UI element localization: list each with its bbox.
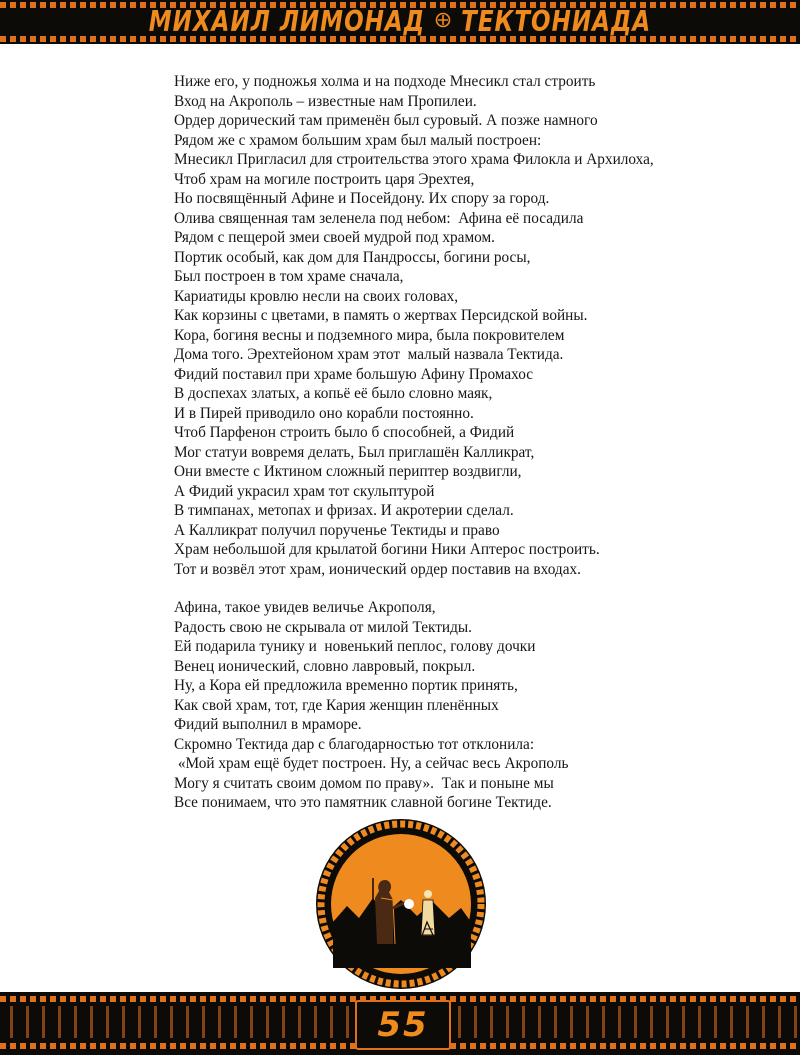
poem-line: Тот и возвёл этот храм, ионический ордер поставив на входах. <box>174 560 581 578</box>
poem-line: Рядом же с храмом большим храм был малый построен: <box>174 131 542 149</box>
greek-plate-icon <box>315 818 487 990</box>
poem-line: Афина, такое увидев величье Акрополя, <box>174 599 436 616</box>
poem-line: Ну, а Кора ей предложила временно портик принять, <box>174 677 518 694</box>
poem-line: В тимпанах, метопах и фризах. И акротерии сделал. <box>174 502 514 519</box>
poem-line: Кора, богиня весны и подземного мира, была покровителем <box>174 326 565 344</box>
poem-line: Радость свою не скрывала от милой Тектиды. <box>174 618 472 636</box>
poem-line: Вход на Акрополь – известные нам Пропилеи. <box>174 92 477 110</box>
poem-line: А Фидий украсил храм тот скульптурой <box>174 482 435 500</box>
author-name: МИХАИЛ ЛИМОНАД <box>148 5 426 39</box>
poem-line: Рядом с пещерой змеи своей мудрой под храмом. <box>174 229 496 246</box>
poem-line: Ей подарила тунику и новенький пеплос, голову дочки <box>174 638 536 655</box>
poem-line: Могу я считать своим домом по праву». Так и поныне мы <box>174 774 554 792</box>
poem-line: Как свой храм, тот, где Кария женщин пленённых <box>174 696 499 714</box>
poem-line: Скромно Тектида дар с благодарностью тот отклонила: <box>174 735 535 753</box>
poem-line: Фидий выполнил в мраморе. <box>174 716 362 733</box>
poem-line: В доспехах златых, а копьё её было словно маяк, <box>174 385 493 402</box>
page-number-box <box>355 1000 451 1050</box>
poem-line: Они вместе с Иктином сложный периптер воздвигли, <box>174 463 522 480</box>
poem-line: Храм небольшой для крылатой богини Ники Аптерос построить. <box>174 541 600 558</box>
ornament-circle-icon <box>435 12 451 33</box>
poem-line: Кариатиды кровлю несли на своих головах, <box>174 287 459 305</box>
poem-line: Мнесикл Пригласил для строительства этого храма Филокла и Архилоха, <box>174 151 654 168</box>
header-title <box>0 7 800 37</box>
poem-line: Портик особый, как дом для Пандроссы, богини росы, <box>174 248 531 266</box>
page-number: 55 <box>377 1005 429 1045</box>
poem-line: Был построен в том храме сначала, <box>174 268 404 285</box>
poem-line: «Мой храм ещё будет построен. Ну, а сейчас весь Акрополь <box>174 755 569 772</box>
poem-line: И в Пирей приводило оно корабли постоянно. <box>174 404 474 422</box>
stanza-2 <box>174 598 774 813</box>
poem-text <box>174 72 774 813</box>
poem-line: Ордер дорический там применён был суровый. А позже намного <box>174 112 598 129</box>
poem-line: Все понимаем, что это памятник славной богине Тектиде. <box>174 794 552 811</box>
book-title: ТЕКТОНИАДА <box>461 5 652 39</box>
poem-line: Мог статуи вовремя делать, Был приглашён Калликрат, <box>174 443 535 461</box>
poem-line: Чтоб храм на могиле построить царя Эрехтея, <box>174 170 475 188</box>
poem-line: Ниже его, у подножья холма и на подходе Мнесикл стал строить <box>174 73 596 90</box>
poem-line: Венец ионический, словно лавровый, покрыл. <box>174 657 476 675</box>
page-header <box>0 0 800 44</box>
poem-line: А Калликрат получил порученье Тектиды и право <box>174 521 500 539</box>
poem-line: Олива священная там зеленела под небом: Афина её посадила <box>174 209 584 227</box>
page-footer <box>0 992 800 1055</box>
poem-line: Чтоб Парфенон строить было б способней, а Фидий <box>174 424 515 441</box>
poem-line: Как корзины с цветами, в память о жертвах Персидской войны. <box>174 307 588 324</box>
poem-line: Но посвящённый Афине и Посейдону. Их спору за город. <box>174 190 550 207</box>
stanza-1 <box>174 72 774 579</box>
poem-line: Дома того. Эрехтейоном храм этот малый назвала Тектида. <box>174 346 564 363</box>
poem-line: Фидий поставил при храме большую Афину Промахос <box>174 365 534 383</box>
